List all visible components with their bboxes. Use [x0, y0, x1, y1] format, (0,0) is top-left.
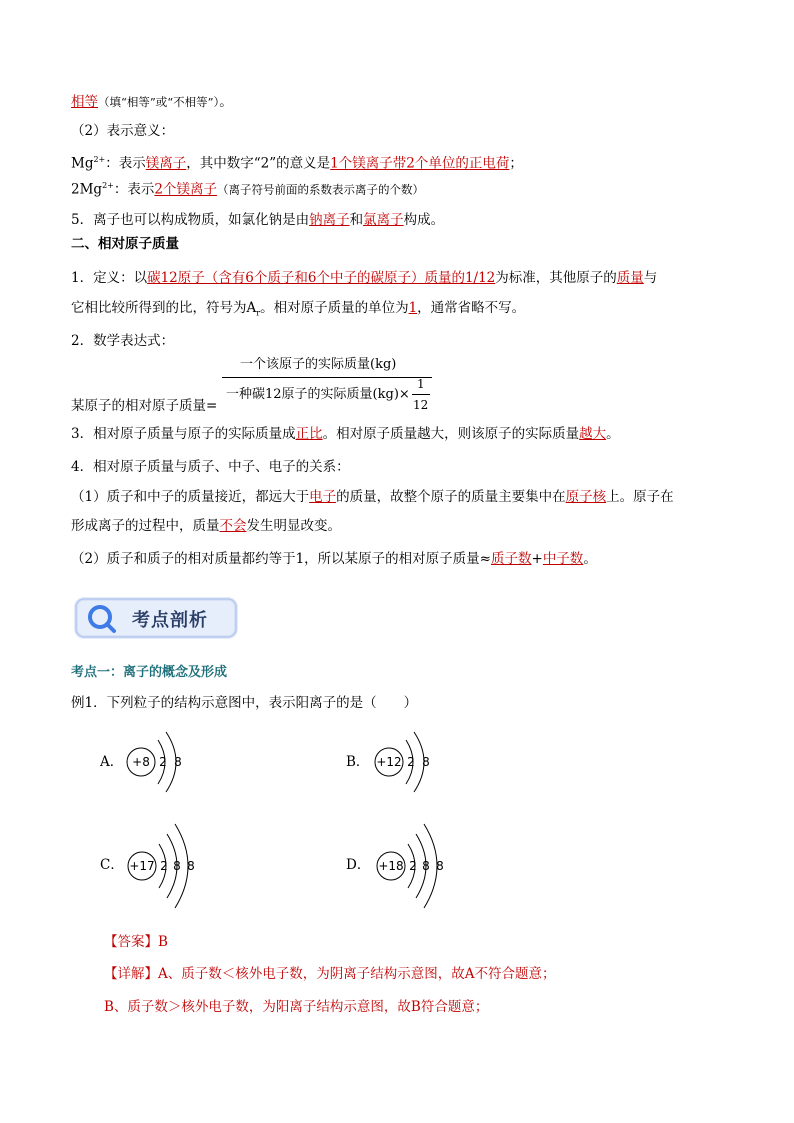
text: ：表示: [113, 181, 155, 198]
period: 。: [219, 94, 233, 110]
expression-heading: 2．数学表达式：: [71, 333, 175, 349]
answer-blank: 相等: [71, 94, 98, 110]
answer-blank: 钠离子: [309, 212, 350, 228]
text: 形成离子的过程中，质量: [71, 518, 220, 534]
text: 它相比较所得到的比，符号为A: [71, 300, 257, 316]
answer-blank: 原子核: [565, 489, 607, 505]
mg-symbol: Mg: [71, 155, 94, 172]
formula-denominator: 一种碳12原子的实际质量(kg)×: [226, 387, 410, 402]
text: ：表示: [105, 155, 146, 172]
text: 。: [583, 551, 597, 567]
nucleus-label: +18: [378, 859, 404, 873]
text: 。相对原子质量的单位为: [260, 300, 409, 316]
hint-text: （离子符号前面的系数表示离子的个数）: [216, 182, 424, 197]
example-question: 例1．下列粒子的结构示意图中，表示阳离子的是（ ）: [71, 695, 418, 711]
shell-count: 8: [174, 755, 182, 769]
atom-diagram-a: [100, 726, 240, 798]
inner-denominator: 12: [413, 398, 429, 412]
answer-blank: 1: [408, 300, 418, 316]
meaning-heading: （2）表示意义：: [71, 123, 175, 139]
text: 和: [349, 212, 364, 228]
answer-blank: 镁离子: [145, 155, 187, 172]
shell-count: 8: [422, 755, 430, 769]
text: 3．相对原子质量与原子的实际质量成: [71, 426, 296, 442]
hint-text: （填“相等”或“不相等”）: [98, 95, 220, 109]
relation-1-line-2: [71, 516, 341, 536]
option-c[interactable]: [100, 820, 260, 912]
answer-blank: 越大: [579, 426, 607, 442]
detail-tag: 【详解】: [104, 966, 158, 982]
detail-line-2: B、质子数＞核外电子数，为阳离子结构示意图，故B符合题意；: [104, 999, 489, 1015]
badge-title: 考点剖析: [132, 610, 208, 631]
text: 1．定义：以: [71, 270, 148, 286]
answer-blank: 质量: [616, 270, 644, 286]
section-heading: 二、相对原子质量: [71, 236, 179, 252]
text: 。: [606, 426, 620, 442]
fraction-bar: [222, 377, 432, 378]
answer-blank: 正比: [295, 426, 323, 442]
nucleus-label: +17: [129, 859, 155, 873]
text: 发生明显改变。: [246, 518, 341, 534]
option-d[interactable]: [346, 820, 506, 912]
text: （2）质子和质子的相对质量都约等于1，所以某原子的相对原子质量≈: [71, 551, 491, 567]
section-badge: [74, 596, 238, 640]
definition-line-2: [71, 298, 525, 324]
atom-diagram-b: [346, 726, 486, 798]
text: +: [531, 551, 543, 567]
shell-count: 2: [409, 859, 417, 873]
shell-count: 8: [436, 859, 444, 873]
answer-blank: 2个镁离子: [154, 181, 217, 198]
text: ，其中数字“2”的意义是: [186, 155, 331, 172]
text: 上。原子在: [606, 489, 674, 505]
inner-numerator: 1: [417, 377, 425, 391]
charge: 2+: [93, 155, 106, 164]
shell-count: 8: [173, 859, 181, 873]
shell-count: 8: [187, 859, 195, 873]
mg-symbol: 2Mg: [71, 181, 103, 198]
option-label: D．: [346, 857, 371, 873]
charge: 2+: [102, 181, 114, 190]
text: 构成。: [403, 212, 445, 228]
ratio-line: [71, 424, 620, 444]
formula-numerator: 一个该原子的实际质量(kg): [240, 357, 397, 372]
option-label: A．: [100, 754, 124, 770]
answer-blank: 碳12原子（含有6个质子和6个中子的碳原子）质量的1/12: [147, 270, 496, 286]
answer-blank: 氯离子: [363, 212, 404, 228]
text: ，通常省略不写。: [417, 300, 526, 316]
answer-blank: 不会: [219, 518, 247, 534]
topic-heading: 考点一：离子的概念及形成: [71, 665, 228, 680]
fill-line-equal: [71, 92, 233, 112]
answer-blank: 质子数: [491, 551, 532, 567]
shell-count: 2: [160, 859, 168, 873]
formula-lhs: 某原子的相对原子质量=: [71, 398, 218, 414]
2mg-ion-line: [71, 176, 424, 200]
answer-blank: 中子数: [542, 551, 584, 567]
answer-blank: 1个镁离子带2个单位的正电荷: [330, 155, 510, 172]
text: 的质量，故整个原子的质量主要集中在: [336, 489, 566, 505]
text: （1）质子和中子的质量接近，都远大于: [71, 489, 310, 505]
answer-blank: 电子: [309, 489, 337, 505]
nucleus-label: +8: [132, 755, 150, 769]
subscript: r: [256, 308, 261, 318]
definition-line-1: [71, 268, 657, 288]
ion-substance-line: [71, 210, 444, 230]
option-b[interactable]: [346, 726, 486, 798]
shell-count: 2: [159, 755, 167, 769]
shell-count: 2: [407, 755, 415, 769]
nucleus-label: +12: [376, 755, 402, 769]
detail-text: A、质子数＜核外电子数，为阴离子结构示意图，故A不符合题意；: [158, 966, 556, 982]
atom-diagram-d: [346, 820, 506, 912]
relation-1-line-1: [71, 487, 674, 507]
text: 5．离子也可以构成物质，如氯化钠是由: [71, 212, 310, 228]
text: 与: [643, 270, 658, 286]
shell-count: 8: [422, 859, 430, 873]
text: 为标准，其他原子的: [495, 270, 617, 286]
option-label: B．: [346, 754, 370, 770]
relation-heading: 4．相对原子质量与质子、中子、电子的关系：: [71, 459, 350, 475]
atom-diagram-c: [100, 820, 260, 912]
text: ；: [509, 155, 523, 172]
mg-ion-line: [71, 150, 523, 174]
option-a[interactable]: [100, 726, 240, 798]
answer-label: 【答案】B: [104, 934, 168, 950]
text: 。相对原子质量越大，则该原子的实际质量: [322, 426, 580, 442]
option-label: C．: [100, 857, 124, 873]
relation-2-line: [71, 549, 597, 569]
detail-line-1: [104, 964, 556, 984]
